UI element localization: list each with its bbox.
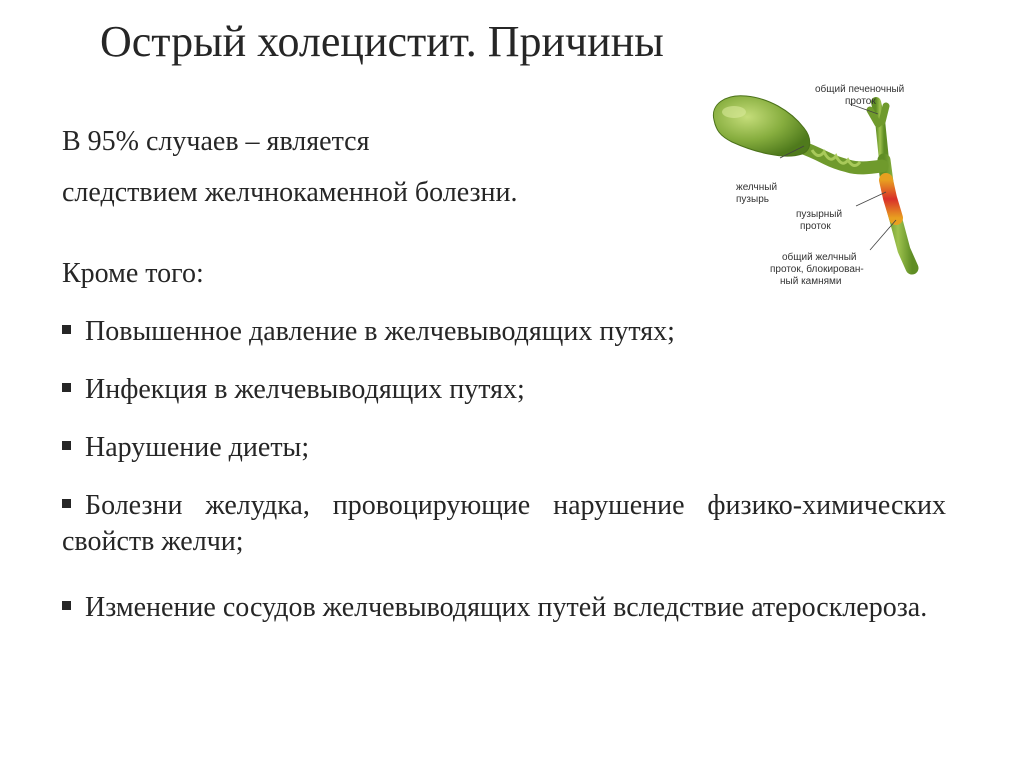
label-common-duct-2: проток, блокирован- xyxy=(770,264,864,275)
label-common-duct-3: ный камнями xyxy=(780,276,842,287)
label-gallbladder-2: пузырь xyxy=(736,194,769,205)
bullet-text: Нарушение диеты; xyxy=(85,432,310,463)
bullet-item xyxy=(62,372,946,408)
bullet-item xyxy=(62,488,946,560)
bullet-marker xyxy=(62,499,71,508)
label-common-duct-1: общий желчный xyxy=(782,252,857,263)
intro-line-1: В 95% случаев – является xyxy=(62,126,370,157)
bullet-item xyxy=(62,590,946,626)
cystic-duct xyxy=(798,146,882,168)
bullet-marker xyxy=(62,601,71,610)
leader-line xyxy=(870,220,896,250)
also-heading: Кроме того: xyxy=(62,258,204,289)
bullet-marker xyxy=(62,325,71,334)
gallbladder-highlight xyxy=(722,106,746,118)
leader-line xyxy=(856,192,886,206)
label-gallbladder-1: желчный xyxy=(736,182,778,193)
bullet-item xyxy=(62,430,946,466)
intro-line-2: следствием желчнокаменной болезни. xyxy=(62,177,518,208)
label-cystic-duct-2: проток xyxy=(800,221,831,232)
label-hepatic-duct-2: проток xyxy=(845,96,876,107)
slide-title: Острый холецистит. Причины xyxy=(100,17,664,66)
bullet-text: Изменение сосудов желчевыводящих путей вследствие атеросклероза. xyxy=(85,592,928,623)
bullet-marker xyxy=(62,441,71,450)
bullet-text: Инфекция в желчевыводящих путях; xyxy=(85,374,525,405)
bullet-marker xyxy=(62,383,71,392)
gallbladder-body xyxy=(713,96,809,156)
gallbladder-illustration xyxy=(700,80,930,295)
label-cystic-duct-1: пузырный xyxy=(796,209,843,220)
gallbladder-diagram xyxy=(700,80,930,295)
label-hepatic-duct-1: общий печеночный xyxy=(815,84,905,95)
bullet-item xyxy=(62,314,946,350)
hepatic-duct-branch xyxy=(882,106,886,122)
blockage-area xyxy=(886,180,896,218)
bullet-text: Повышенное давление в желчевыводящих путях; xyxy=(85,316,675,347)
bullet-text: Болезни желудка, провоцирующие нарушение физико-химических свойств желчи; xyxy=(62,490,946,557)
